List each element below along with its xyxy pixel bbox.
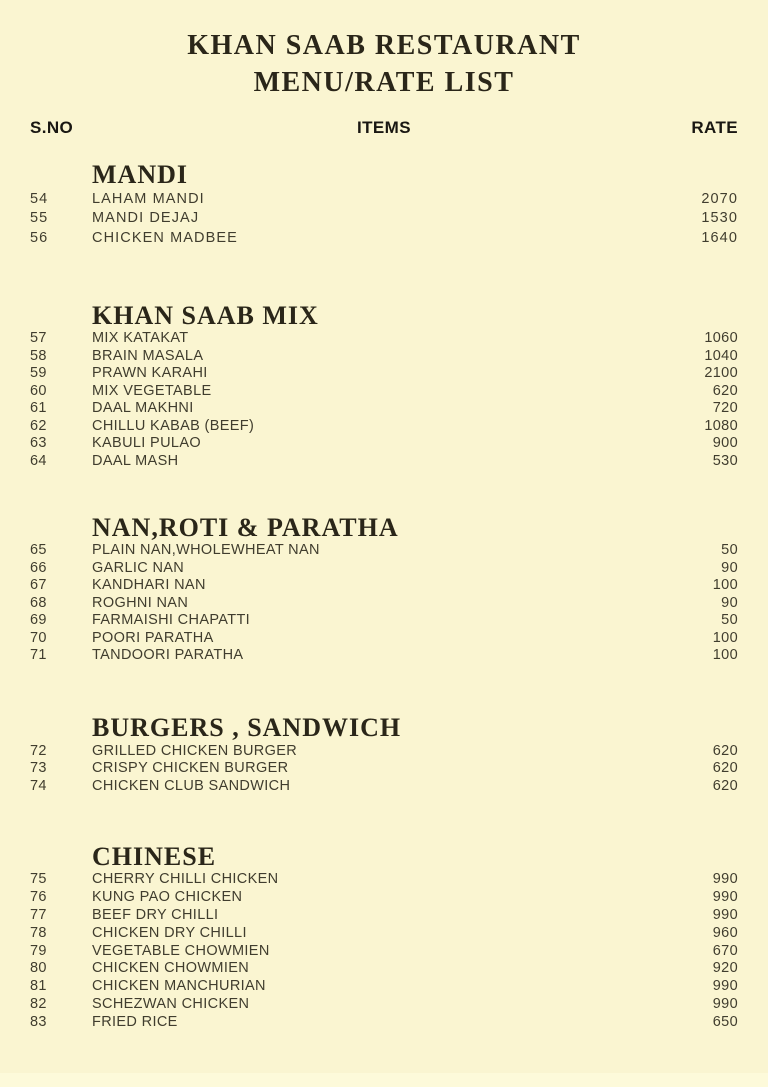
item-serial-number: 65	[30, 542, 47, 559]
page-title	[30, 0, 738, 101]
menu-row	[30, 742, 738, 760]
item-rate: 990	[712, 871, 738, 888]
menu-sections	[30, 161, 738, 1031]
item-name: GARLIC NAN	[92, 559, 185, 576]
item-serial-number: 61	[30, 400, 47, 417]
column-header-sno: S.NO	[30, 118, 74, 137]
item-serial-number: 83	[30, 1013, 47, 1030]
item-name: BEEF DRY CHILLI	[92, 906, 219, 923]
item-serial-number: 77	[30, 906, 47, 923]
item-serial-number: 55	[30, 210, 49, 227]
item-rate: 2100	[704, 365, 738, 382]
item-serial-number: 79	[30, 942, 47, 959]
menu-row	[30, 435, 738, 453]
item-rate: 100	[712, 577, 738, 594]
item-name: PRAWN KARAHI	[92, 365, 208, 382]
item-rate: 620	[712, 742, 738, 759]
item-name: ROGHNI NAN	[92, 594, 189, 611]
item-name: POORI PARATHA	[92, 629, 214, 646]
item-name: GRILLED CHICKEN BURGER	[92, 742, 298, 759]
item-rate: 720	[712, 400, 738, 417]
section-heading: MANDI	[92, 160, 188, 189]
menu-row	[30, 382, 738, 400]
item-serial-number: 80	[30, 960, 47, 977]
item-rate: 1530	[701, 210, 738, 227]
item-name: DAAL MASH	[92, 452, 179, 469]
item-serial-number: 66	[30, 559, 47, 576]
section-heading: NAN,ROTI & PARATHA	[92, 512, 399, 542]
menu-row	[30, 647, 738, 665]
menu-row	[30, 228, 738, 248]
item-serial-number: 56	[30, 229, 49, 246]
item-rate: 1640	[701, 229, 738, 246]
item-name: KABULI PULAO	[92, 435, 201, 452]
menu-row	[30, 209, 738, 229]
item-serial-number: 74	[30, 777, 47, 794]
item-rate: 960	[712, 924, 738, 941]
menu-row	[30, 629, 738, 647]
item-name: SCHEZWAN CHICKEN	[92, 995, 250, 1012]
item-name: MIX VEGETABLE	[92, 382, 212, 399]
item-name: DAAL MAKHNI	[92, 400, 194, 417]
menu-row	[30, 594, 738, 612]
item-serial-number: 68	[30, 594, 47, 611]
item-rate: 1060	[704, 330, 738, 347]
section-heading: KHAN SAAB MIX	[92, 300, 319, 330]
item-name: BRAIN MASALA	[92, 347, 204, 364]
item-serial-number: 63	[30, 435, 47, 452]
menu-section	[30, 714, 738, 795]
item-serial-number: 76	[30, 889, 47, 906]
item-serial-number: 71	[30, 647, 47, 664]
menu-row	[30, 612, 738, 630]
item-name: PLAIN NAN,WHOLEWHEAT NAN	[92, 542, 320, 559]
item-serial-number: 64	[30, 452, 47, 469]
item-name: VEGETABLE CHOWMIEN	[92, 942, 270, 959]
menu-row	[30, 871, 738, 889]
menu-row	[30, 577, 738, 595]
item-rate: 990	[712, 906, 738, 923]
item-serial-number: 78	[30, 924, 47, 941]
item-serial-number: 58	[30, 347, 47, 364]
column-header-rate: RATE	[691, 118, 738, 137]
item-name: CHERRY CHILLI CHICKEN	[92, 871, 279, 888]
item-name: MANDI DEJAJ	[92, 210, 200, 227]
item-serial-number: 75	[30, 871, 47, 888]
item-serial-number: 82	[30, 995, 47, 1012]
item-rate: 920	[712, 960, 738, 977]
menu-subtitle: MENU/RATE LIST	[253, 67, 515, 98]
menu-row	[30, 777, 738, 795]
item-name: CHICKEN MADBEE	[92, 229, 238, 246]
menu-row	[30, 924, 738, 942]
item-serial-number: 60	[30, 382, 47, 399]
item-rate: 620	[712, 777, 738, 794]
menu-row	[30, 542, 738, 560]
item-rate: 2070	[701, 190, 738, 207]
item-name: CHICKEN MANCHURIAN	[92, 978, 266, 995]
item-name: FARMAISHI CHAPATTI	[92, 612, 251, 629]
menu-row	[30, 347, 738, 365]
menu-section	[30, 843, 738, 1031]
menu-row	[30, 189, 738, 209]
item-rate: 650	[712, 1013, 738, 1030]
item-serial-number: 73	[30, 760, 47, 777]
menu-row	[30, 559, 738, 577]
item-serial-number: 81	[30, 978, 47, 995]
item-serial-number: 62	[30, 417, 47, 434]
item-name: KUNG PAO CHICKEN	[92, 889, 243, 906]
item-rate: 900	[712, 435, 738, 452]
menu-row	[30, 400, 738, 418]
item-name: CHICKEN CLUB SANDWICH	[92, 777, 291, 794]
item-name: CRISPY CHICKEN BURGER	[92, 760, 289, 777]
menu-row	[30, 888, 738, 906]
menu-row	[30, 365, 738, 383]
item-rate: 670	[712, 942, 738, 959]
item-rate: 1040	[704, 347, 738, 364]
item-serial-number: 54	[30, 190, 49, 207]
menu-row	[30, 995, 738, 1013]
item-serial-number: 69	[30, 612, 47, 629]
item-name: TANDOORI PARATHA	[92, 647, 244, 664]
restaurant-name: KHAN SAAB RESTAURANT	[187, 30, 581, 61]
menu-row	[30, 1013, 738, 1031]
menu-section	[30, 514, 738, 665]
menu-section	[30, 161, 738, 248]
menu-row	[30, 452, 738, 470]
item-serial-number: 70	[30, 629, 47, 646]
item-rate: 530	[712, 452, 738, 469]
item-name: CHICKEN DRY CHILLI	[92, 924, 247, 941]
item-serial-number: 57	[30, 330, 47, 347]
item-rate: 990	[712, 978, 738, 995]
item-name: CHILLU KABAB (BEEF)	[92, 417, 255, 434]
menu-row	[30, 959, 738, 977]
column-header-items: ITEMS	[357, 118, 411, 137]
menu-section	[30, 302, 738, 470]
section-heading: CHINESE	[92, 841, 217, 871]
item-rate: 990	[712, 889, 738, 906]
menu-row	[30, 977, 738, 995]
item-rate: 990	[712, 995, 738, 1012]
item-rate: 1080	[704, 417, 738, 434]
item-rate: 620	[712, 760, 738, 777]
item-name: CHICKEN CHOWMIEN	[92, 960, 250, 977]
item-serial-number: 59	[30, 365, 47, 382]
menu-row	[30, 760, 738, 778]
column-header-row	[30, 117, 738, 139]
menu-row	[30, 906, 738, 924]
section-heading: BURGERS , SANDWICH	[92, 713, 402, 742]
page-bottom-edge	[0, 1073, 768, 1087]
item-serial-number: 67	[30, 577, 47, 594]
item-name: FRIED RICE	[92, 1013, 178, 1030]
item-rate: 50	[721, 612, 738, 629]
menu-row	[30, 330, 738, 348]
item-serial-number: 72	[30, 742, 47, 759]
item-rate: 100	[712, 629, 738, 646]
item-rate: 90	[721, 594, 738, 611]
item-name: LAHAM MANDI	[92, 190, 205, 207]
item-rate: 100	[712, 647, 738, 664]
item-rate: 620	[712, 382, 738, 399]
item-rate: 90	[721, 559, 738, 576]
item-name: KANDHARI NAN	[92, 577, 206, 594]
menu-row	[30, 417, 738, 435]
menu-row	[30, 942, 738, 960]
item-name: MIX KATAKAT	[92, 330, 189, 347]
item-rate: 50	[721, 542, 738, 559]
